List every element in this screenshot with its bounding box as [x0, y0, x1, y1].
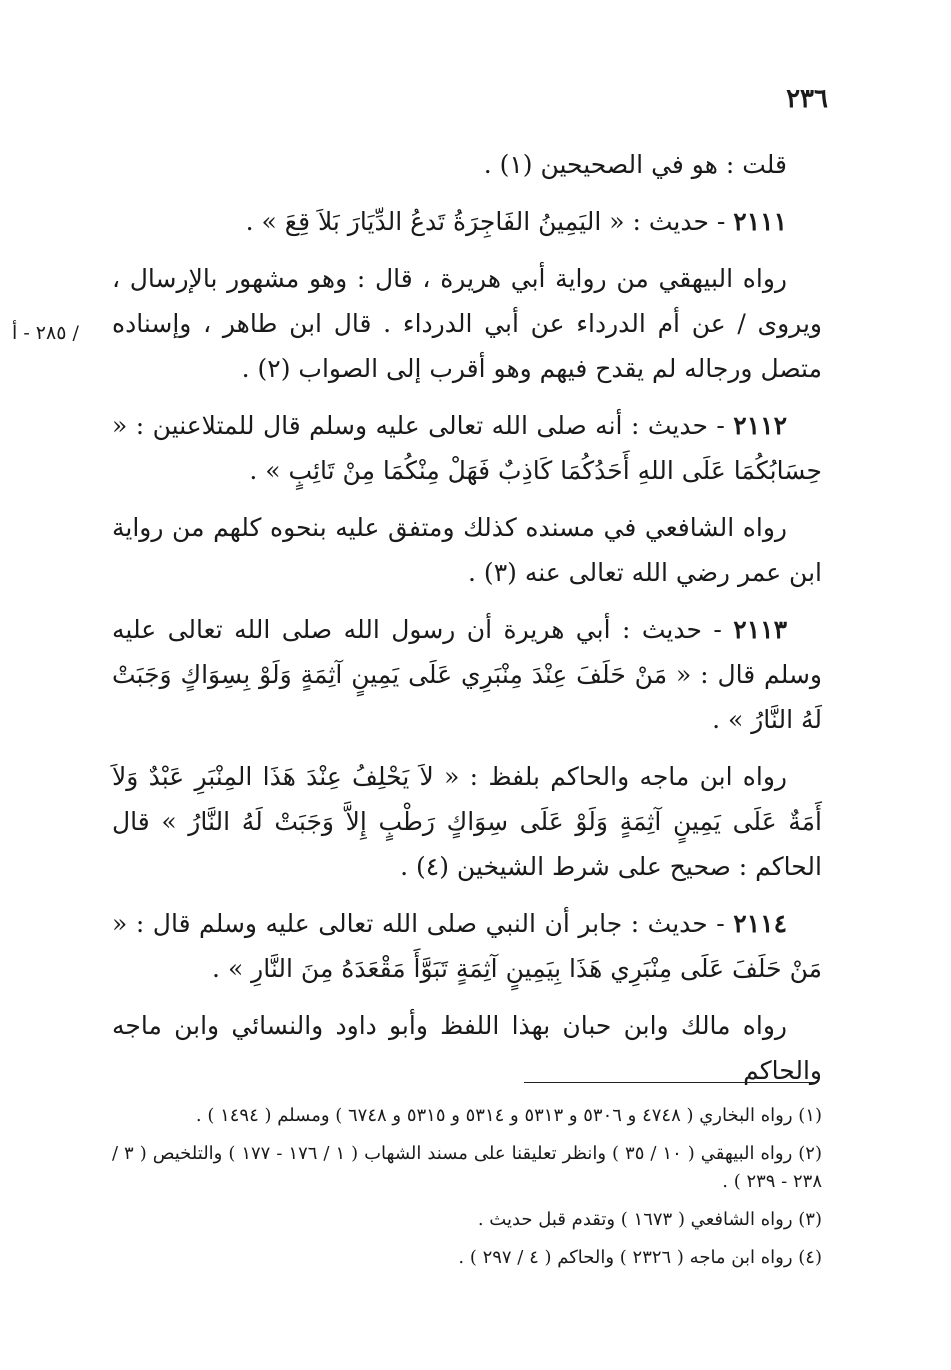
footnote-4: (٤) رواه ابن ماجه ( ٢٣٢٦ ) والحاكم ( ٤ / ٢٩٧ ) .: [458, 1247, 822, 1268]
paragraph-hadith-2112: [112, 403, 822, 493]
paragraph-text: - حديث : أبي هريرة أن رسول الله صلى الله تعالى عليه وسلم قال : « مَنْ حَلَفَ عِنْدَ مِنْبَرِي عَلَى يَمِينٍ آثِمَةٍ وَلَوْ بِسِوَاكٍ وَجَبَتْ لَهُ النَّارُ » .: [112, 615, 822, 734]
paragraph-text: قلت : هو في الصحيحين (١) .: [483, 150, 787, 179]
hadith-number: ٢١١٣: [733, 615, 787, 644]
paragraph-text: رواه البيهقي من رواية أبي هريرة ، قال : وهو مشهور بالإرسال ، ويروى / عن أم الدرداء عن أبي الدرداء . قال ابن طاهر ، وإسناده متصل ورجاله لم يقدح فيهم وهو أقرب إلى الصواب (٢) .: [112, 264, 822, 383]
paragraph-text: - حديث : أنه صلى الله تعالى عليه وسلم قال للمتلاعنين : « حِسَابُكُمَا عَلَى اللهِ أَحَدُكُمَا كَاذِبٌ فَهَلْ مِنْكُمَا مِنْ تَائِبٍ » .: [112, 411, 822, 485]
hadith-number: ٢١١٤: [733, 909, 788, 938]
paragraph-7: [112, 754, 822, 889]
paragraph-hadith-2113: [112, 607, 822, 742]
paragraph-hadith-2111: [112, 199, 822, 244]
footnote-1: (١) رواه البخاري ( ٤٧٤٨ و ٥٣٠٦ و ٥٣١٣ و ٥٣١٤ و ٥٣١٥ و ٦٧٤٨ ) ومسلم ( ١٤٩٤ ) .: [195, 1105, 822, 1126]
main-text: [112, 142, 822, 1093]
margin-folio-note: / ٢٨٥ - أ: [12, 322, 79, 344]
paragraph-1: [112, 142, 822, 187]
hadith-number: ٢١١٢: [733, 411, 787, 440]
footnote-3: (٣) رواه الشافعي ( ١٦٧٣ ) وتقدم قبل حديث .: [477, 1209, 822, 1230]
paragraph-5: [112, 505, 822, 595]
footnotes: [112, 1102, 822, 1282]
paragraph-hadith-2114: [112, 901, 822, 991]
footnote-separator: [524, 1082, 816, 1083]
paragraph-text: رواه مالك وابن حبان بهذا اللفظ وأبو داود والنسائي وابن ماجه والحاكم: [112, 1011, 822, 1085]
paragraph-9: [112, 1003, 822, 1093]
paragraph-text: رواه الشافعي في مسنده كذلك ومتفق عليه بنحوه كلهم من رواية ابن عمر رضي الله تعالى عنه (٣) .: [112, 513, 822, 587]
paragraph-text: - حديث : جابر أن النبي صلى الله تعالى عليه وسلم قال : « مَنْ حَلَفَ عَلَى مِنْبَرِي هَذَا بِيَمِينٍ آثِمَةٍ تَبَوَّأَ مَقْعَدَهُ مِنَ النَّارِ » .: [112, 909, 822, 983]
paragraph-text: رواه ابن ماجه والحاكم بلفظ : « لاَ يَحْلِفُ عِنْدَ هَذَا المِنْبَرِ عَبْدٌ وَلاَ أَمَةٌ عَلَى يَمِينٍ آثِمَةٍ وَلَوْ عَلَى سِوَاكٍ رَطْبٍ إِلاَّ وَجَبَتْ لَهُ النَّارُ » قال الحاكم : صحيح على شرط الشيخين (٤) .: [112, 762, 822, 881]
paragraph-text: - حديث : « اليَمِينُ الفَاجِرَةُ تَدعُ الدِّيَارَ بَلاَ قِعَ » .: [245, 207, 726, 236]
paragraph-3: [112, 256, 822, 391]
page-number: ٢٣٦: [786, 84, 828, 114]
hadith-number: ٢١١١: [733, 207, 787, 236]
footnote-2: (٢) رواه البيهقي ( ١٠ / ٣٥ ) وانظر تعليقنا على مسند الشهاب ( ١ / ١٧٦ - ١٧٧ ) والتلخيص ( ٣ / ٢٣٨ - ٢٣٩ ) .: [112, 1143, 822, 1192]
